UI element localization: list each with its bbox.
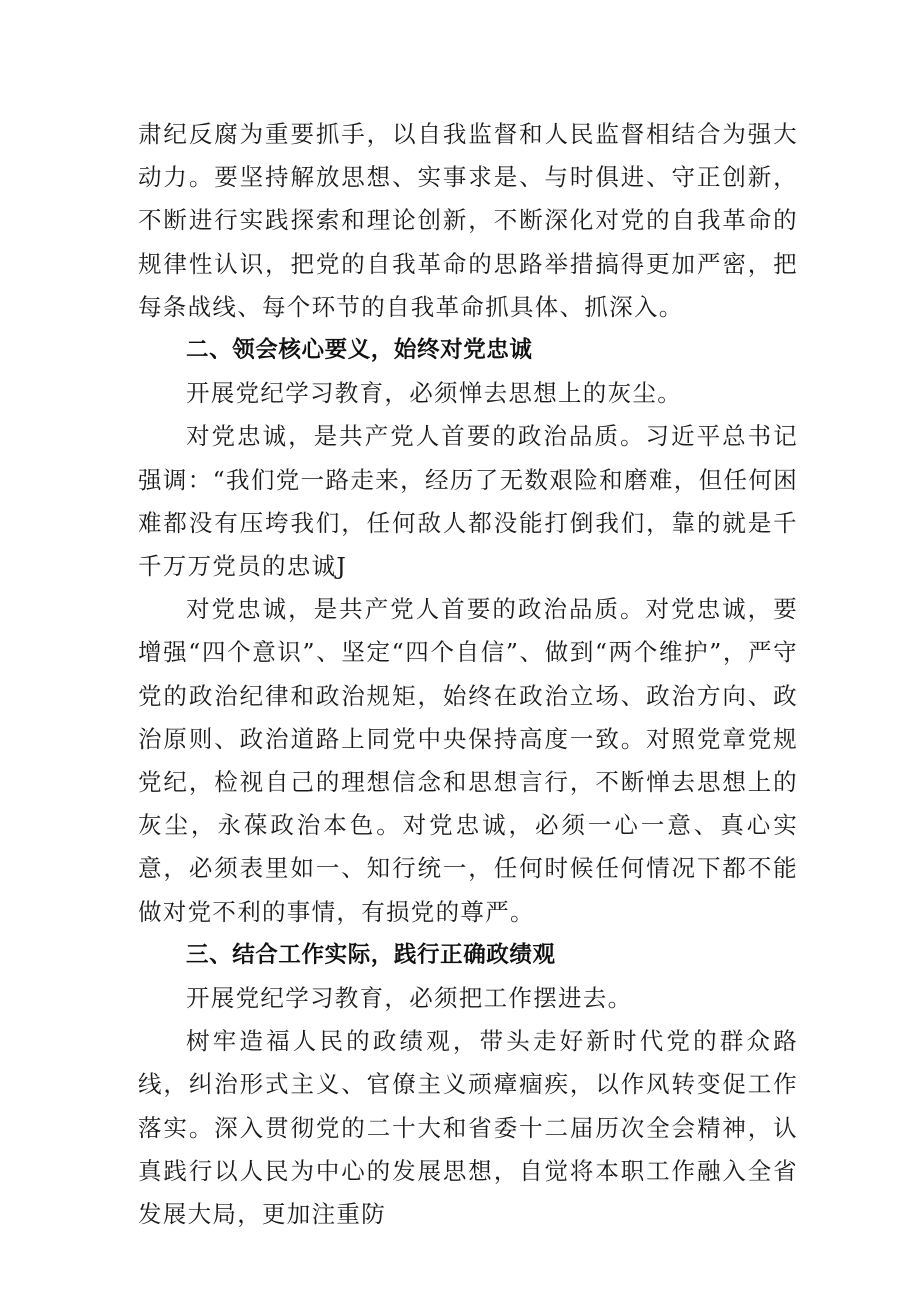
paragraph-continuation: 肃纪反腐为重要抓手，以自我监督和人民监督相结合为强大动力。要坚持解放思想、实事求是、与时俱进、守正创新，不断进行实践探索和理论创新，不断深化对党的自我革命的规律性认识，把党的自我革命的思路举措搞得更加严密，把每条战线、每个环节的自我革命抓具体、抓深入。 bbox=[138, 120, 798, 321]
section-heading-3: 三、结合工作实际，践行正确政绩观 bbox=[186, 941, 556, 968]
section-2-paragraph-1: 开展党纪学习教育，必须惮去思想上的灰尘。 bbox=[186, 379, 682, 408]
section-3-paragraph-1: 开展党纪学习教育，必须把工作摆进去。 bbox=[186, 984, 633, 1013]
section-2-paragraph-2: 对党忠诚，是共产党人首要的政治品质。习近平总书记强调：“我们党一路走来，经历了无数艰险和磨难，但任何困难都没有压垮我们，任何敌人都没能打倒我们，靠的就是千千万万党员的忠诚J bbox=[138, 422, 798, 581]
section-3-paragraph-2: 树牢造福人民的政绩观，带头走好新时代党的群众路线，纠治形式主义、官僚主义顽瘴痼疾，以作风转变促工作落实。深入贯彻党的二十大和省委十二届历次全会精神，认真践行以人民为中心的发展思想，自觉将本职工作融入全省发展大局，更加注重防 bbox=[138, 1027, 798, 1229]
section-heading-2: 二、领会核心要义，始终对党忠诚 bbox=[186, 337, 533, 364]
section-2-paragraph-3: 对党忠诚，是共产党人首要的政治品质。对党忠诚，要增强“四个意识”、坚定“四个自信”、做到“两个维护”，严守党的政治纪律和政治规矩，始终在政治立场、政治方向、政治原则、政治道路上同党中央保持高度一致。对照党章党规党纪，检视自己的理想信念和思想言行，不断惮去思想上的灰尘，永葆政治本色。对党忠诚，必须一心一意、真心实意，必须表里如一、知行统一，任何时候任何情况下都不能做对党不利的事情，有损党的尊严。 bbox=[138, 595, 798, 926]
document-body bbox=[138, 113, 798, 1236]
